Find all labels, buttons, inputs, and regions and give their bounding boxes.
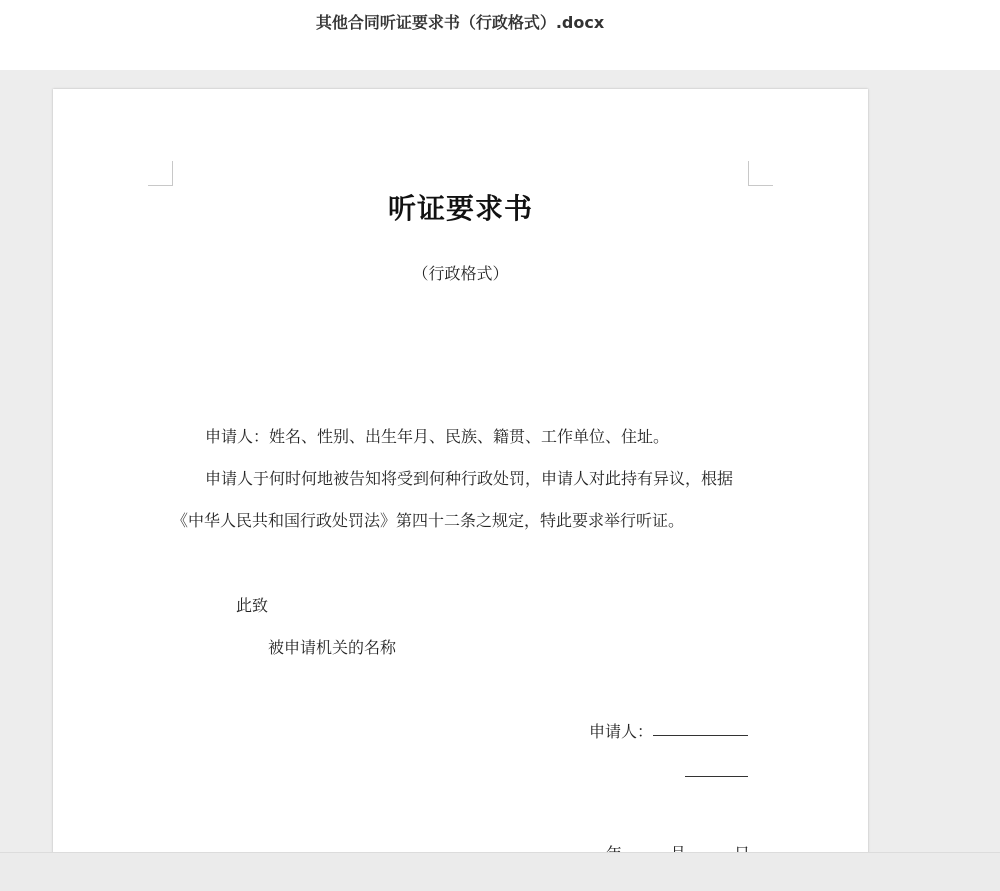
applicant-info-paragraph: 申请人：姓名、性别、出生年月、民族、籍贯、工作单位、住址。: [205, 427, 670, 446]
document-subheading: （行政格式）: [412, 264, 509, 283]
bottom-bar: [0, 852, 1000, 891]
margin-corner-top-left: [148, 161, 173, 186]
document-page: [53, 89, 868, 889]
signature-blank-line: [653, 735, 748, 736]
margin-corner-top-right: [748, 161, 773, 186]
document-filename: 其他合同听证要求书（行政格式）.docx: [315, 13, 605, 32]
title-bar: [0, 0, 1000, 70]
document-viewer[interactable]: [0, 70, 1000, 852]
recipient-text: 被申请机关的名称: [268, 638, 397, 657]
document-heading: 听证要求书: [387, 192, 533, 225]
second-blank-line: [685, 776, 748, 777]
hearing-request-paragraph: 申请人于何时何地被告知将受到何种行政处罚，申请人对此持有异议，根据《中华人民共和国行政处罚法》第四十二条之规定，特此要求举行听证。: [172, 469, 734, 530]
signature-label: 申请人：: [589, 722, 654, 741]
salutation-text: 此致: [236, 596, 269, 615]
